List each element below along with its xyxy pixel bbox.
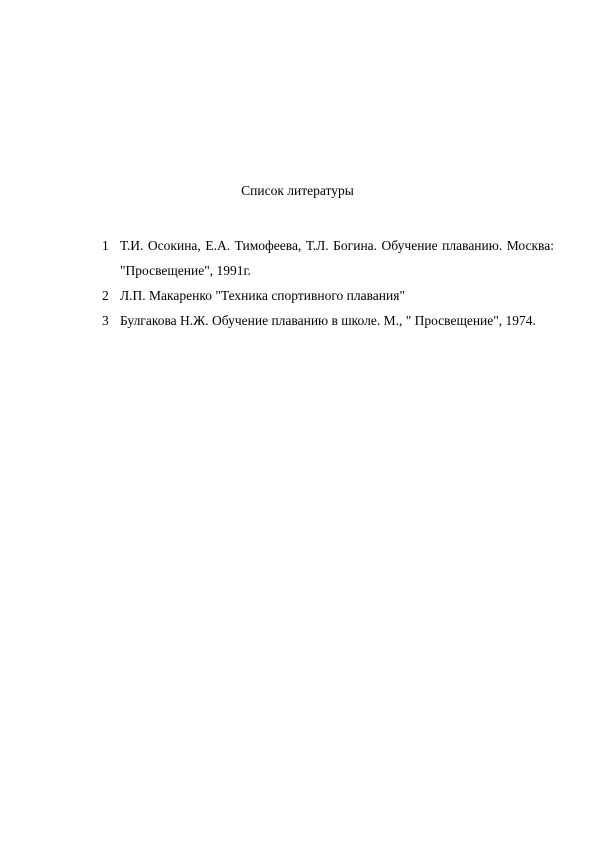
- list-item-number: 2: [102, 288, 109, 303]
- list-item-number: 1: [102, 238, 109, 253]
- list-item-text: Л.П. Макаренко "Техника спортивного плавания": [120, 288, 405, 303]
- list-item-text: Т.И. Осокина, Е.А. Тимофеева, Т.Л. Богина. Обучение плаванию. Москва: "Просвещение", 1991г.: [120, 238, 554, 278]
- list-item: [102, 283, 554, 308]
- list-item-number: 3: [102, 313, 109, 328]
- list-item: [102, 233, 554, 283]
- page-title: Список литературы: [241, 183, 354, 198]
- list-item: [102, 308, 554, 333]
- list-item-text: Булгакова Н.Ж. Обучение плаванию в школе. М., " Просвещение", 1974.: [120, 313, 536, 328]
- reference-list: [102, 233, 554, 333]
